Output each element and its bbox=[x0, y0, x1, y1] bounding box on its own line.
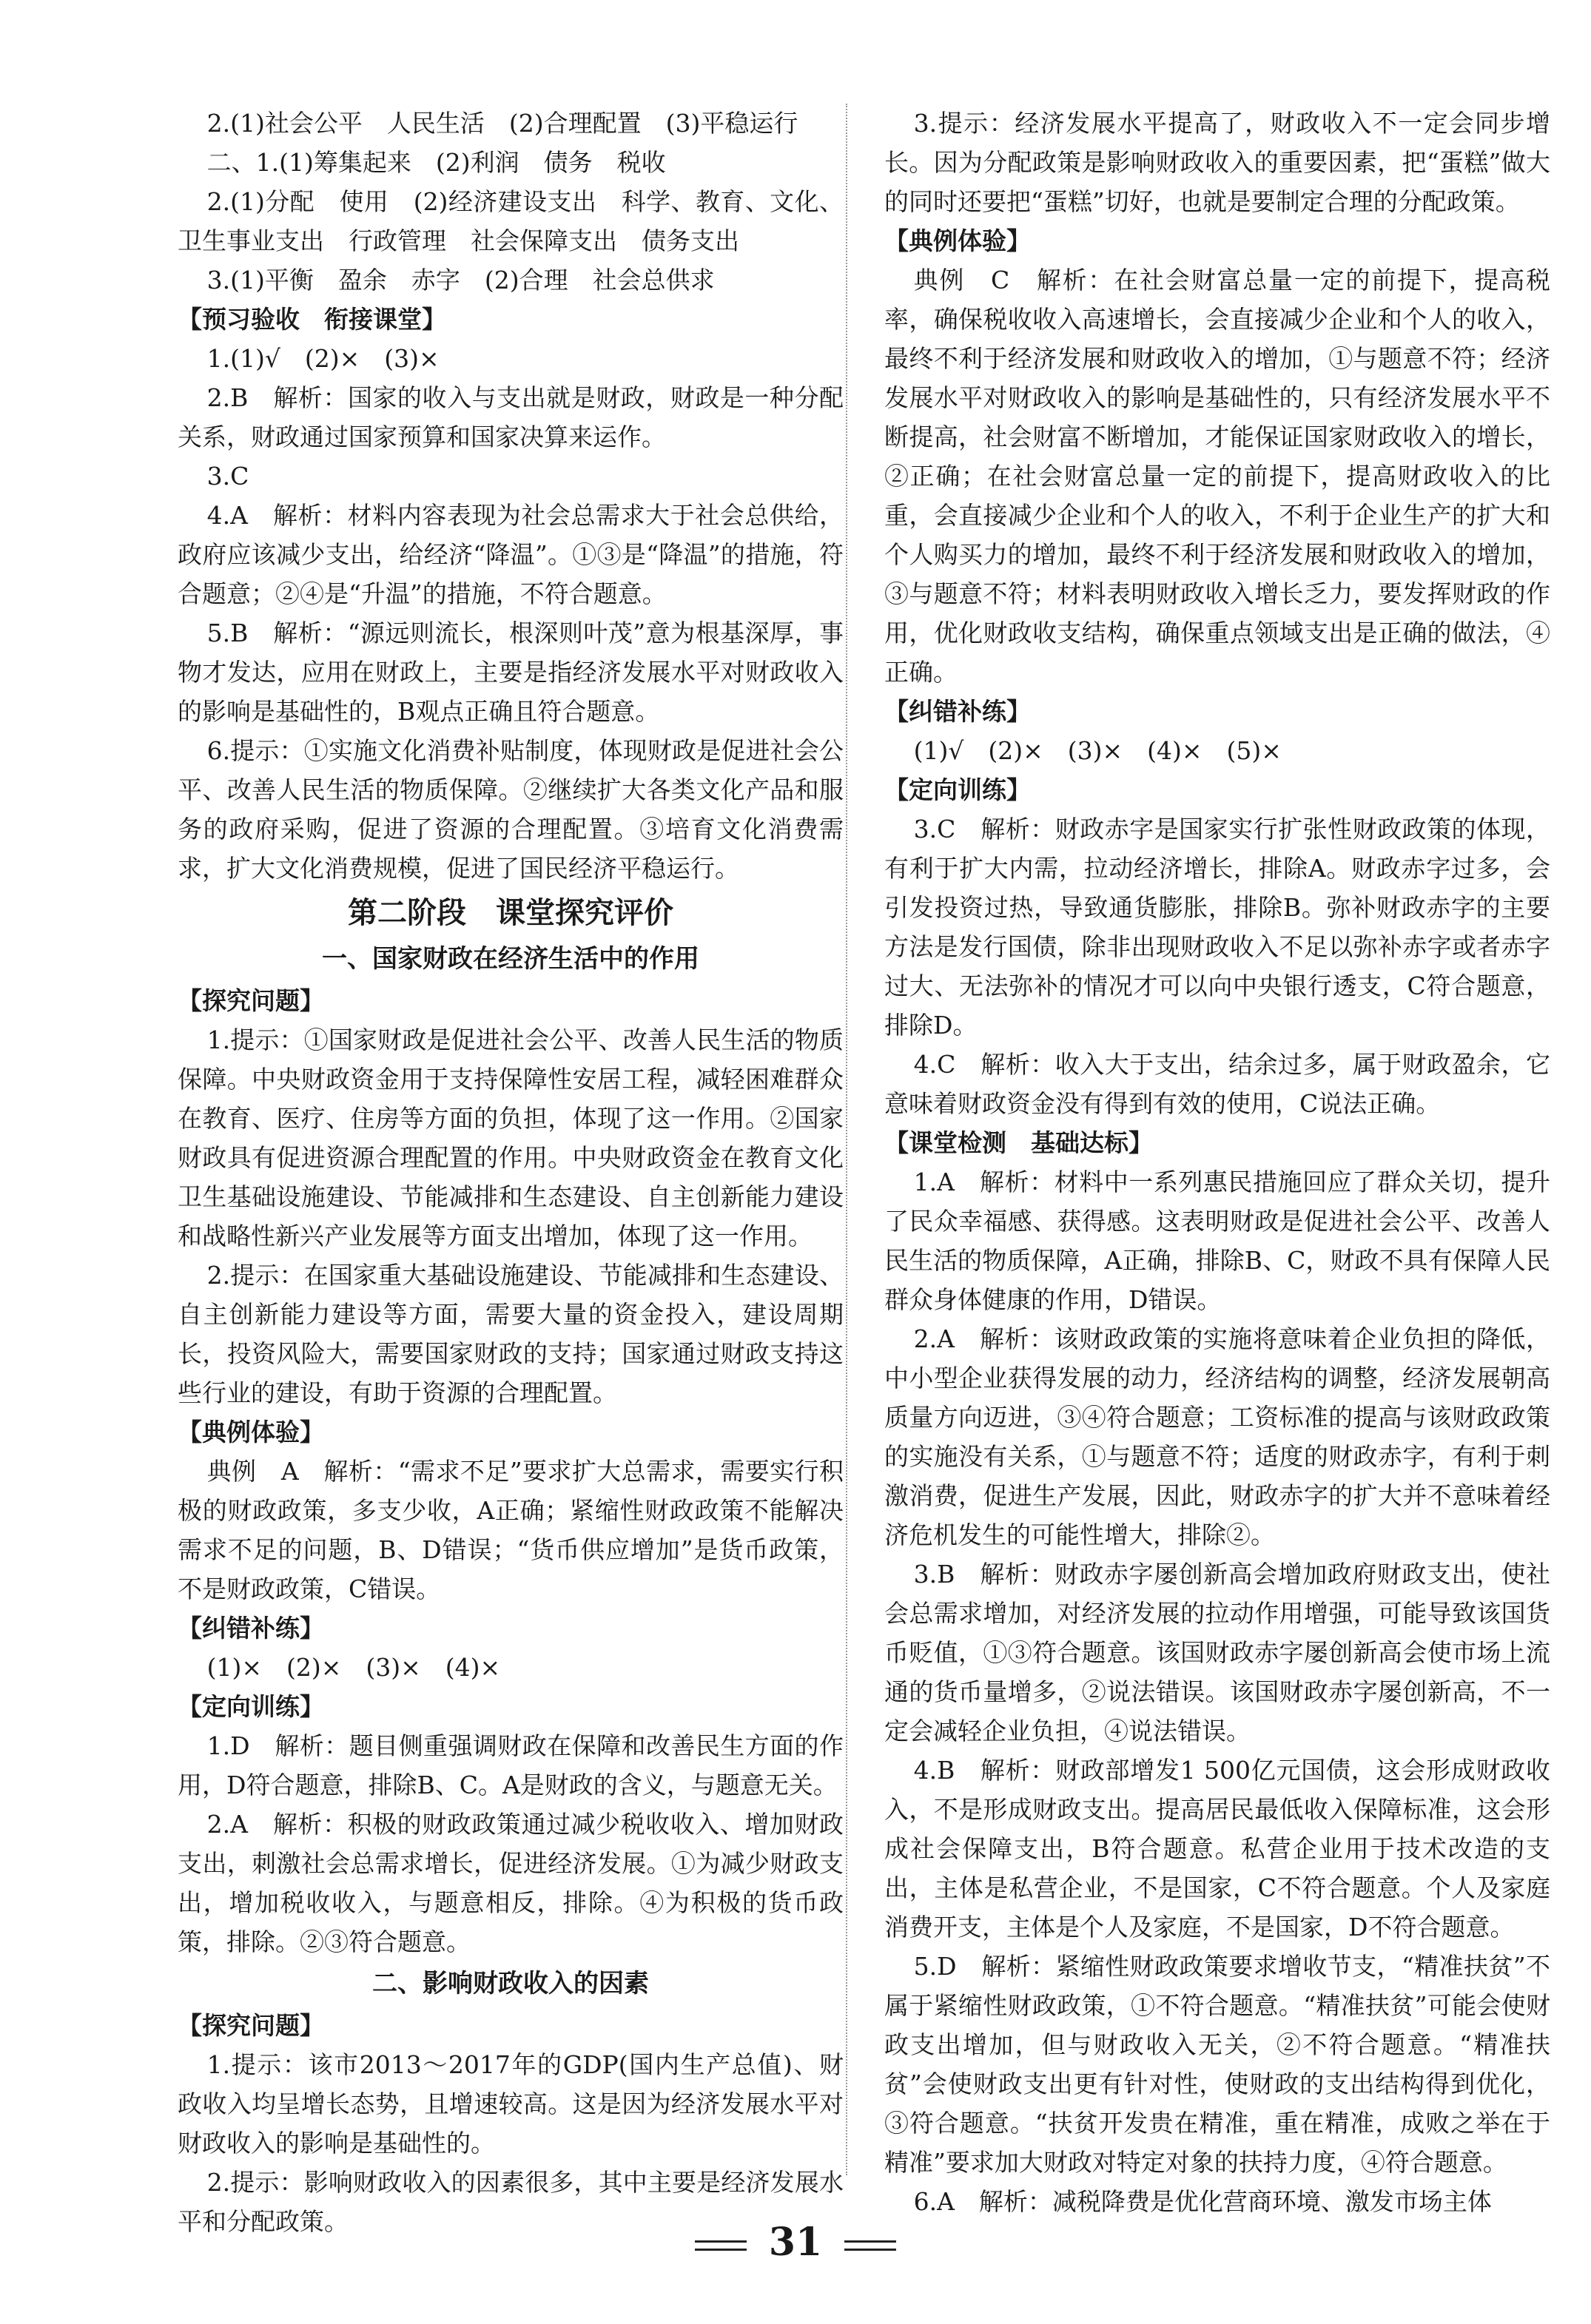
paragraph: 4.C 解析：收入大于支出，结余过多，属于财政盈余，它意味着财政资金没有得到有效的使用，C说法正确。 bbox=[884, 1050, 1550, 1118]
paragraph: 2.B 解析：国家的收入与支出就是财政，财政是一种分配关系，财政通过国家预算和国家决算来运作。 bbox=[178, 383, 844, 451]
section-header: 【典例体验】 bbox=[884, 226, 1031, 255]
paragraph: 5.B 解析：“源远则流长，根深则叶茂”意为根基深厚，事物才发达，应用在财政上，主要是指经济发展水平对财政收入的影响是基础性的，B观点正确且符合题意。 bbox=[178, 619, 844, 726]
paragraph: 1.A 解析：材料中一系列惠民措施回应了群众关切，提升了民众幸福感、获得感。这表明财政是促进社会公平、改善人民生活的物质保障，A正确，排除B、C，财政不具有保障人民群众身体健康的作用，D错误。 bbox=[884, 1168, 1550, 1314]
right-column bbox=[884, 104, 1550, 2221]
paragraph: 3.B 解析：财政赤字屡创新高会增加政府财政支出，使社会总需求增加，对经济发展的拉动作用增强，可能导致该国货币贬值，①③符合题意。该国财政赤字屡创新高会使市场上流通的货币量增多，②说法错误。该国财政赤字屡创新高，不一定会减轻企业负担，④说法错误。 bbox=[884, 1560, 1550, 1745]
page-number bbox=[0, 2220, 1591, 2265]
paragraph: 3.提示：经济发展水平提高了，财政收入不一定会同步增长。因为分配政策是影响财政收入的重要因素，把“蛋糕”做大的同时还要把“蛋糕”切好，也就是要制定合理的分配政策。 bbox=[884, 109, 1550, 216]
section-header: 【课堂检测 基础达标】 bbox=[884, 1128, 1153, 1157]
paragraph: 2.提示：影响财政收入的因素很多，其中主要是经济发展水平和分配政策。 bbox=[178, 2168, 844, 2236]
paragraph: 典例 C 解析：在社会财富总量一定的前提下，提高税率，确保税收收入高速增长，会直接减少企业和个人的收入，最终不利于经济发展和财政收入的增加，①与题意不符；经济发展水平对财政收入的影响是基础性的，只有经济发展水平不断提高，社会财富不断增加，才能保证国家财政收入的增长，②正确；在社会财富总量一定的前提下，提高财政收入的比重，会直接减少企业和个人的收入，不利于企业生产的扩大和个人购买力的增加，最终不利于经济发展和财政收入的增加，③与题意不符；材料表明财政收入增长乏力，要发挥财政的作用，优化财政收支结构，确保重点领域支出是正确的做法，④正确。 bbox=[884, 266, 1550, 687]
section-header: 【探究问题】 bbox=[178, 986, 324, 1015]
section-header: 【探究问题】 bbox=[178, 2011, 324, 2040]
paragraph: 4.A 解析：材料内容表现为社会总需求大于社会总供给，政府应该减少支出，给经济“降温”。①③是“降温”的措施，符合题意；②④是“升温”的措施，不符合题意。 bbox=[178, 501, 844, 608]
paragraph: 6.提示：①实施文化消费补贴制度，体现财政是促进社会公平、改善人民生活的物质保障。②继续扩大各类文化产品和服务的政府采购，促进了资源的合理配置。③培育文化消费需求，扩大文化消费规模，促进了国民经济平稳运行。 bbox=[178, 736, 844, 883]
paragraph: 二、1.(1)筹集起来 (2)利润 债务 税收 bbox=[206, 148, 666, 177]
stage-title: 第二阶段 课堂探究评价 bbox=[348, 896, 673, 930]
paragraph: 2.A 解析：积极的财政政策通过减少税收收入、增加财政支出，刺激社会总需求增长，促进经济发展。①为减少财政支出，增加税收收入，与题意相反，排除。④为积极的货币政策，排除。②③符合题意。 bbox=[178, 1810, 844, 1956]
section-header: 【定向训练】 bbox=[884, 775, 1031, 804]
paragraph: (1)√ (2)× (3)× (4)× (5)× bbox=[913, 736, 1282, 765]
section-title: 二、影响财政收入的因素 bbox=[372, 1969, 649, 1998]
section-header: 【预习验收 衔接课堂】 bbox=[178, 305, 446, 334]
paragraph: 3.C 解析：财政赤字是国家实行扩张性财政政策的体现，有利于扩大内需，拉动经济增长，排除A。财政赤字过多，会引发投资过热，导致通货膨胀，排除B。弥补财政赤字的主要方法是发行国债，除非出现财政收入不足以弥补赤字或者赤字过大、无法弥补的情况才可以向中央银行透支，C符合题意，排除D。 bbox=[884, 815, 1550, 1040]
paragraph: 6.A 解析：减税降费是优化营商环境、激发市场主体 bbox=[913, 2187, 1492, 2216]
section-header: 【定向训练】 bbox=[178, 1692, 324, 1721]
paragraph: 5.D 解析：紧缩性财政政策要求增收节支，“精准扶贫”不属于紧缩性财政政策，①不符合题意。“精准扶贫”可能会使财政支出增加，但与财政收入无关，②不符合题意。“精准扶贫”会使财政支出更有针对性，使财政的支出结构得到优化，③符合题意。“扶贫开发贵在精准，重在精准，成败之举在于精准”要求加大财政对特定对象的扶持力度，④符合题意。 bbox=[884, 1952, 1550, 2177]
column-divider bbox=[846, 104, 847, 2175]
paragraph: 2.(1)社会公平 人民生活 (2)合理配置 (3)平稳运行 bbox=[206, 109, 798, 138]
paragraph: (1)× (2)× (3)× (4)× bbox=[206, 1653, 501, 1682]
paragraph: 2.(1)分配 使用 (2)经济建设支出 科学、教育、文化、卫生事业支出 行政管理 社会保障支出 债务支出 bbox=[178, 187, 844, 255]
paragraph: 4.B 解析：财政部增发1 500亿元国债，这会形成财政收入，不是形成财政支出。提高居民最低收入保障标准，这会形成社会保障支出，B符合题意。私营企业用于技术改造的支出，主体是私营企业，不是国家，C不符合题意。个人及家庭消费开支，主体是个人及家庭，不是国家，D不符合题意。 bbox=[884, 1756, 1550, 1941]
paragraph: 1.D 解析：题目侧重强调财政在保障和改善民生方面的作用，D符合题意，排除B、C。A是财政的含义，与题意无关。 bbox=[178, 1731, 844, 1799]
paragraph: 1.(1)√ (2)× (3)× bbox=[206, 344, 440, 373]
paragraph: 1.提示：该市2013～2017年的GDP(国内生产总值)、财政收入均呈增长态势，且增速较高。这是因为经济发展水平对财政收入的影响是基础性的。 bbox=[178, 2050, 844, 2158]
section-title: 一、国家财政在经济生活中的作用 bbox=[322, 944, 699, 974]
page-number-ornament-left bbox=[695, 2240, 747, 2251]
page-number-ornament-right bbox=[844, 2240, 896, 2251]
paragraph: 3.C bbox=[206, 462, 249, 491]
paragraph: 典例 A 解析：“需求不足”要求扩大总需求，需要实行积极的财政政策，多支少收，A正确；紧缩性财政政策不能解决需求不足的问题，B、D错误；“货币供应增加”是货币政策，不是财政政策，C错误。 bbox=[178, 1457, 844, 1603]
paragraph: 2.A 解析：该财政政策的实施将意味着企业负担的降低，中小型企业获得发展的动力，经济结构的调整，经济发展朝高质量方向迈进，③④符合题意；工资标准的提高与该财政政策的实施没有关系，①与题意不符；适度的财政赤字，有利于刺激消费，促进生产发展，因此，财政赤字的扩大并不意味着经济危机发生的可能性增大，排除②。 bbox=[884, 1324, 1550, 1549]
section-header: 【纠错补练】 bbox=[178, 1614, 324, 1643]
paragraph: 2.提示：在国家重大基础设施建设、节能减排和生态建设、自主创新能力建设等方面，需要大量的资金投入，建设周期长，投资风险大，需要国家财政的支持；国家通过财政支持这些行业的建设，有助于资源的合理配置。 bbox=[178, 1261, 844, 1407]
paragraph: 3.(1)平衡 盈余 赤字 (2)合理 社会总供求 bbox=[206, 266, 715, 294]
section-header: 【典例体验】 bbox=[178, 1418, 324, 1446]
section-header: 【纠错补练】 bbox=[884, 697, 1031, 726]
page-number-text: 31 bbox=[768, 2220, 823, 2265]
left-column bbox=[178, 104, 844, 2241]
paragraph: 1.提示：①国家财政是促进社会公平、改善人民生活的物质保障。中央财政资金用于支持保障性安居工程，减轻困难群众在教育、医疗、住房等方面的负担，体现了这一作用。②国家财政具有促进资源合理配置的作用。中央财政资金在教育文化卫生基础设施建设、节能减排和生态建设、自主创新能力建设和战略性新兴产业发展等方面支出增加，体现了这一作用。 bbox=[178, 1025, 844, 1250]
